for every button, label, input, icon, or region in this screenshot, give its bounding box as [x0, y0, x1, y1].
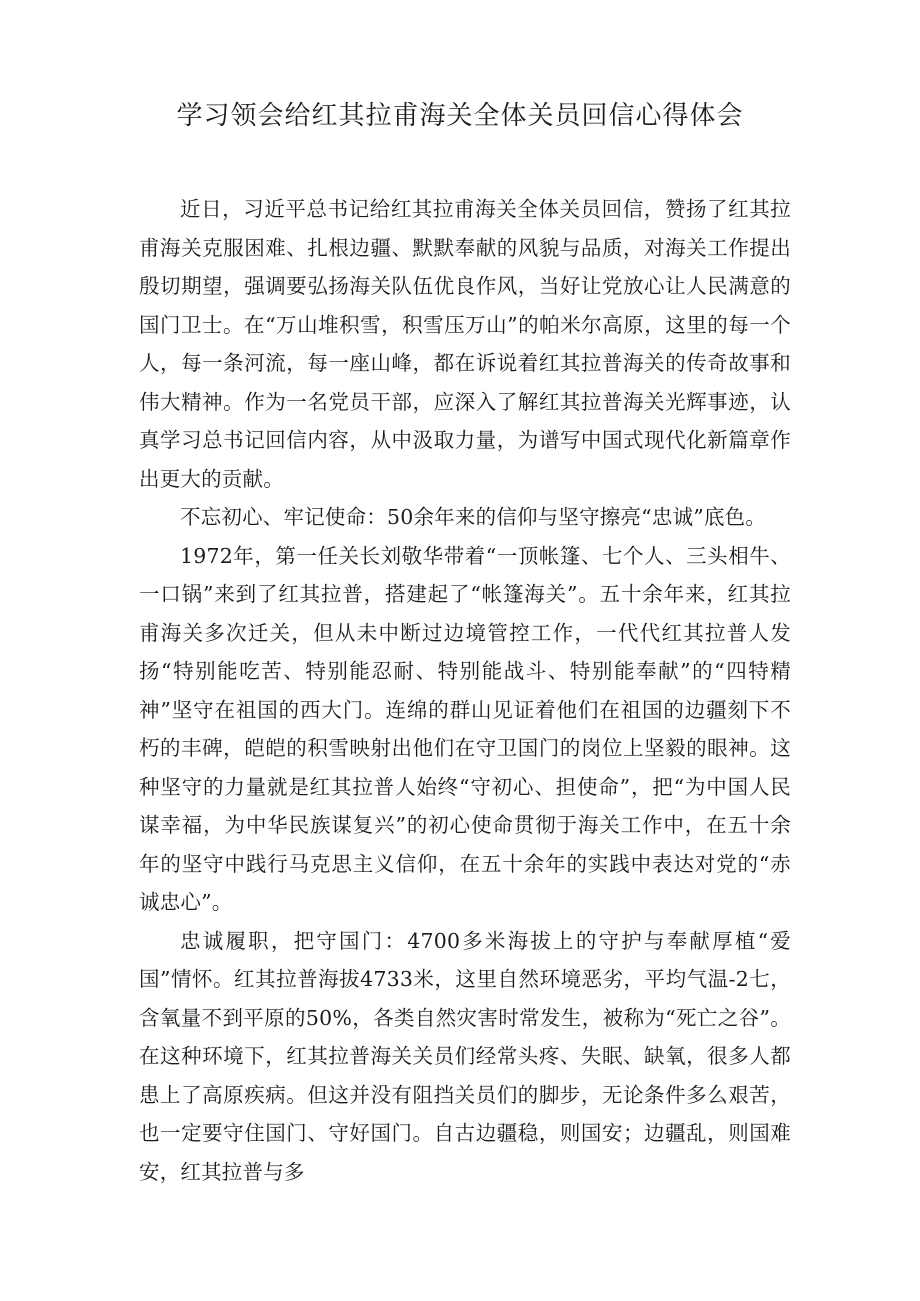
paragraph-history: 1972年，第一任关长刘敬华带着“一顶帐篷、七个人、三头相牛、一口锅”来到了红其拉普，搭建起了“帐篷海关”。五十余年来，红其拉甫海关多次迁关，但从未中断过边境管控工作，一代代红其拉普人发扬“特别能吃苦、特别能忍耐、特别能战斗、特别能奉献”的“四特精神”坚守在祖国的西大门。连绵的群山见证着他们在祖国的边疆刻下不朽的丰碑，皑皑的积雪映射出他们在守卫国门的岗位上坚毅的眼神。这种坚守的力量就是红其拉普人始终“守初心、担使命”，把“为中国人民谋幸福，为中华民族谋复兴”的初心使命贯彻于海关工作中，在五十余年的坚守中践行马克思主义信仰，在五十余年的实践中表达对党的“赤诚忠心”。 — [139, 543, 791, 914]
paragraph-section-heading-1: 不忘初心、牢记使命：50余年来的信仰与坚守擦亮“忠诚”底色。 — [180, 505, 767, 529]
paragraph-intro: 近日，习近平总书记给红其拉甫海关全体关员回信，赞扬了红其拉甫海关克服困难、扎根边疆、默默奉献的风貌与品质，对海关工作提出殷切期望，强调要弘扬海关队伍优良作风，当好让党放心让人民满意的国门卫士。在“万山堆积雪，积雪压万山”的帕米尔高原，这里的每一个人，每一条河流，每一座山峰，都在诉说着红其拉普海关的传奇故事和伟大精神。作为一名党员干部，应深入了解红其拉普海关光辉事迹，认真学习总书记回信内容，从中汲取力量，为谱写中国式现代化新篇章作出更大的贡献。 — [139, 197, 791, 491]
document-title: 学习领会给红其拉甫海关全体关员回信心得体会 — [176, 101, 744, 131]
paragraph-section-2: 忠诚履职，把守国门：4700多米海拔上的守护与奉献厚植“爱国”情怀。红其拉普海拔4733米，这里自然环境恶劣，平均气温-2七，含氧量不到平原的50%，各类自然灾害时常发生，被称为“死亡之谷”。在这种环境下，红其拉普海关关员们经常头疼、失眠、缺氧，很多人都患上了高原疾病。但这并没有阻挡关员们的脚步，无论条件多么艰苦，也一定要守住国门、守好国门。自古边疆稳，则国安；边疆乱，则国难安，红其拉普与多 — [139, 928, 791, 1184]
document-body — [139, 190, 791, 1191]
